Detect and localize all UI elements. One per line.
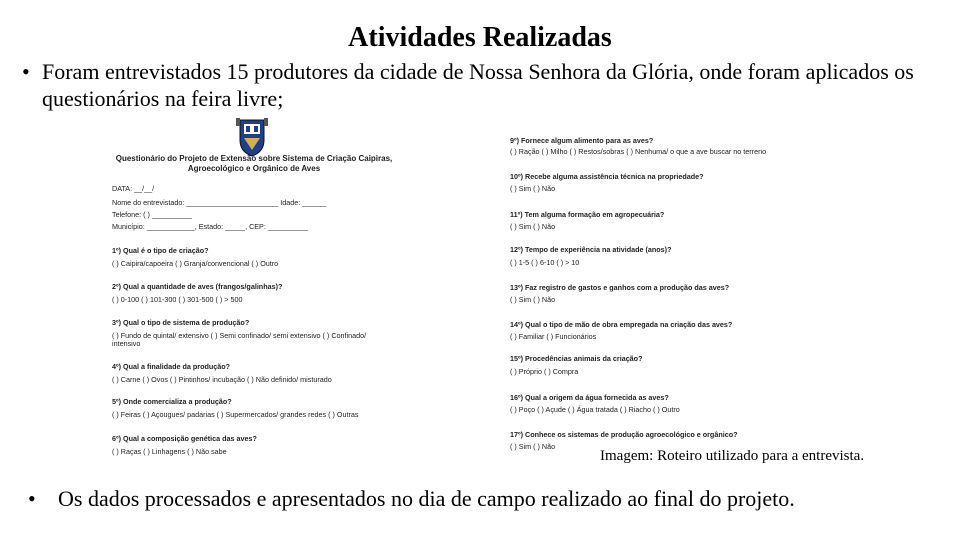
bullet-item-results — [28, 486, 795, 512]
bullet-item-interviews — [22, 58, 942, 112]
form-line: 16º) Qual a origem da água fornecida as aves? — [510, 393, 669, 402]
form-line: 3º) Qual o tipo de sistema de produção? — [112, 318, 250, 327]
form-line: ( ) Fundo de quintal/ extensivo ( ) Semi confinado/ semi extensivo ( ) Confinado/ — [112, 331, 367, 340]
form-line: 14º) Qual o tipo de mão de obra empregada na criação das aves? — [510, 320, 733, 329]
bullet-text: Foram entrevistados 15 produtores da cidade de Nossa Senhora da Glória, onde foram aplicados os questionários na feira livre; — [42, 59, 914, 111]
form-line: 15º) Procedências animais da criação? — [510, 354, 643, 363]
bullet-text: Os dados processados e apresentados no dia de campo realizado ao final do projeto. — [58, 486, 795, 511]
form-line: 2º) Qual a quantidade de aves (frangos/galinhas)? — [112, 282, 283, 291]
form-line: 12º) Tempo de experiência na atividade (anos)? — [510, 245, 672, 254]
bullet-icon: • — [28, 486, 36, 511]
form-line: ( ) 1-5 ( ) 6-10 ( ) > 10 — [510, 258, 580, 267]
form-line: ( ) Sim ( ) Não — [510, 295, 556, 304]
bullet-icon: • — [22, 59, 30, 84]
slide-title: Atividades Realizadas — [348, 22, 612, 53]
form-line: Nome do entrevistado: _______________________ Idade: ______ — [112, 198, 327, 207]
form-line: 1º) Qual é o tipo de criação? — [112, 246, 209, 255]
form-line: ( ) Sim ( ) Não — [510, 442, 556, 451]
form-line: 4º) Qual a finalidade da produção? — [112, 362, 231, 371]
form-line: ( ) Próprio ( ) Compra — [510, 367, 579, 376]
form-line: ( ) 0-100 ( ) 101-300 ( ) 301-500 ( ) > 500 — [112, 295, 243, 304]
form-title: Questionário do Projeto de Extensão sobre Sistema de Criação Caipiras, Agroecológico e Orgânico de Aves — [115, 154, 393, 173]
image-caption: Imagem: Roteiro utilizado para a entrevista. — [600, 448, 865, 464]
form-line: Telefone: ( ) __________ — [112, 210, 192, 219]
form-line: DATA: __/__/ — [112, 184, 155, 193]
form-line: 13º) Faz registro de gastos e ganhos com a produção das aves? — [510, 283, 730, 292]
form-line: ( ) Sim ( ) Não — [510, 184, 556, 193]
form-line: 10º) Recebe alguma assistência técnica na propriedade? — [510, 172, 704, 181]
university-crest-logo — [232, 116, 272, 158]
form-line: 11º) Tem alguma formação em agropecuária? — [510, 210, 665, 219]
form-line: ( ) Ração ( ) Milho ( ) Restos/sobras ( ) Nenhuma/ o que a ave buscar no terreno — [510, 147, 767, 156]
form-line: 6º) Qual a composição genética das aves? — [112, 434, 257, 443]
form-line: ( ) Feiras ( ) Açougues/ padarias ( ) Supermercados/ grandes redes ( ) Outras — [112, 410, 359, 419]
form-line: ( ) Sim ( ) Não — [510, 222, 556, 231]
form-line: Município: ____________, Estado: _____, CEP: __________ — [112, 222, 308, 231]
form-line: 9º) Fornece algum alimento para as aves? — [510, 136, 654, 145]
form-line: 5º) Onde comercializa a produção? — [112, 397, 232, 406]
form-line: ( ) Familiar ( ) Funcionários — [510, 332, 597, 341]
form-line: 17º) Conhece os sistemas de produção agroecológico e orgânico? — [510, 430, 738, 439]
form-line: intensivo — [112, 339, 141, 348]
form-line: ( ) Caipira/capoeira ( ) Granja/convencional ( ) Outro — [112, 259, 279, 268]
form-line: ( ) Raças ( ) Linhagens ( ) Não sabe — [112, 447, 227, 456]
form-line: ( ) Poço ( ) Açude ( ) Água tratada ( ) Riacho ( ) Outro — [510, 405, 680, 414]
form-line: ( ) Carne ( ) Ovos ( ) Pintinhos/ incubação ( ) Não definido/ misturado — [112, 375, 332, 384]
